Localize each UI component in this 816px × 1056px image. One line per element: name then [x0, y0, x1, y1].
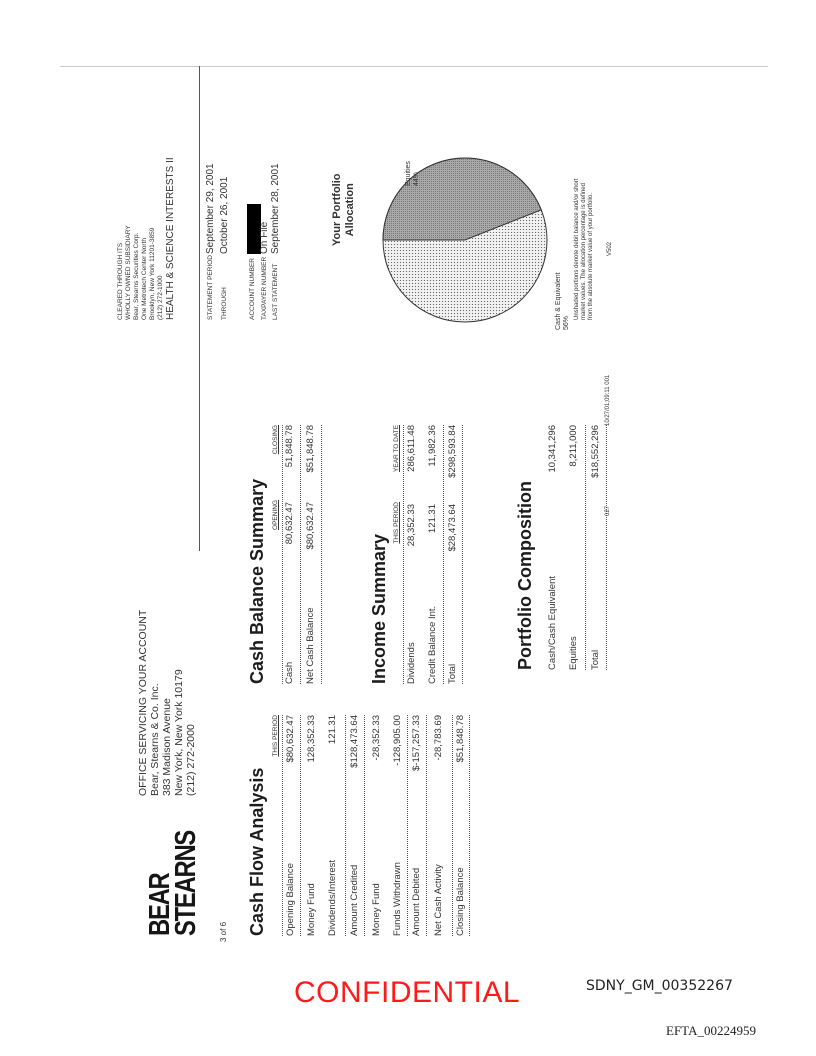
cash-flow-title: Cash Flow Analysis [247, 767, 267, 936]
form-code: V502 [607, 241, 613, 256]
divider [403, 425, 404, 684]
cash-balance-col-closing: CLOSING [272, 425, 279, 455]
page-number: 3 of 6 [219, 921, 228, 942]
divider [345, 715, 346, 936]
bear-stearns-logo: BEAR STEARNS [144, 830, 202, 936]
cash-balance-title: Cash Balance Summary [247, 478, 267, 684]
divider [462, 425, 463, 684]
footer-code-page: 027 [605, 505, 611, 516]
efta-number: EFTA_00224959 [666, 1023, 756, 1038]
divider [300, 715, 301, 936]
divider [426, 715, 427, 936]
allocation-pie-chart [375, 150, 555, 330]
header-divider [199, 66, 200, 551]
divider [606, 425, 607, 670]
account-name: HEALTH & SCIENCE INTERESTS II [165, 157, 176, 320]
income-col-period: THIS PERIOD [393, 502, 400, 544]
divider [321, 425, 322, 684]
income-title: Income Summary [369, 533, 389, 684]
cash-balance-col-opening: OPENING [272, 500, 279, 530]
divider [282, 425, 283, 684]
allocation-title: Your Portfolio Allocation [331, 173, 356, 246]
cash-flow-col-header: THIS PERIOD [272, 715, 279, 757]
confidential-stamp: CONFIDENTIAL [294, 976, 521, 1009]
taxpayer-number: TAXPAYER NUMBER On File [259, 221, 270, 320]
statement-page: BEAR STEARNS OFFICE SERVICING YOUR ACCOUNT Bear, Stearns & Co. Inc. 383 Madison Avenue New York, New York 10179 (212) 272-2000 3 of 6 CLEARED THROUGH ITS WHOLLY OWNED SUBSIDIARY Bear, Stearns Securities Corp. One Metrotech Center North Brooklyn, New York 11201-3859 (212) 272-1000 HEALTH & SCIENCE INTERESTS II STATEMENT PERIOD September 29, 2001 THROUGH October 26, 2001 ACCOUNT NUMBER TAXPAYER NUMBER On File LAST STATEMENT September 28, 2001 Cash Flow Analysis THIS PERIOD Opening Balance $80,632.47 Money Fund 128,352.33 Dividends/Interest 121.31 Amount Credited $128,473.64 Money Fund -28,352.33 Funds Withdrawn -128,905.00 Amount Debited $-157,257.33 Net Cash Activity -28,783.69 Closing Balance $51,848.78 Cash Balance Summary OPENING CLOSING Cash 80,632.47 51,848.78 Net Cash Balance $80,632.47 $51,848.78 Income Summary THIS PERIOD YEAR TO DATE Dividends 28,352.33 286,611.48 Credit Balance Int. 121.31 11,982.36 Total $28,473.64 $298,593.84 Portfolio Composition Cash/Cash Equivalent 10,341,296 Equities 8,211,000 Total $18,552,296 Your Portfolio Allocation Equities 44% Cash & Equivalent 56% Unshaded portions denote debit balance and/or short market values. The allocation percentage is defined from the absolute market value of your portfolio. V502 027 10/27/01;09:11 001 [109, 66, 789, 946]
portfolio-title: Portfolio Composition [515, 481, 535, 670]
divider [585, 425, 586, 670]
footer-code-timestamp: 10/27/01;09:11 001 [605, 374, 611, 426]
account-number: ACCOUNT NUMBER [249, 258, 256, 320]
equities-label: Equities 44% [405, 161, 420, 186]
last-statement: LAST STATEMENT September 28, 2001 [270, 163, 281, 320]
income-col-ytd: YEAR TO DATE [393, 425, 400, 472]
servicing-office-address: OFFICE SERVICING YOUR ACCOUNT Bear, Stearns & Co. Inc. 383 Madison Avenue New York, New York 10179 (212) 272-2000 [137, 609, 197, 796]
divider [407, 715, 408, 936]
divider [364, 715, 365, 936]
divider [300, 425, 301, 684]
divider [282, 715, 283, 936]
divider [452, 715, 453, 936]
statement-period: STATEMENT PERIOD September 29, 2001 [205, 163, 216, 320]
divider [443, 425, 444, 684]
clearing-firm-address: CLEARED THROUGH ITS WHOLLY OWNED SUBSIDIARY Bear, Stearns Securities Corp. One Metrotech Center North Brooklyn, New York 11201-3859 (212) 272-1000 [117, 225, 164, 320]
allocation-disclaimer: Unshaded portions denote debit balance and/or short market values. The allocation percentage is defined from the absolute market value of your portfolio. [574, 178, 594, 320]
cash-equivalent-label: Cash & Equivalent 56% [555, 272, 570, 330]
statement-through: THROUGH October 26, 2001 [219, 176, 230, 320]
divider [469, 715, 470, 936]
bates-number: SDNY_GM_00352267 [586, 978, 733, 994]
